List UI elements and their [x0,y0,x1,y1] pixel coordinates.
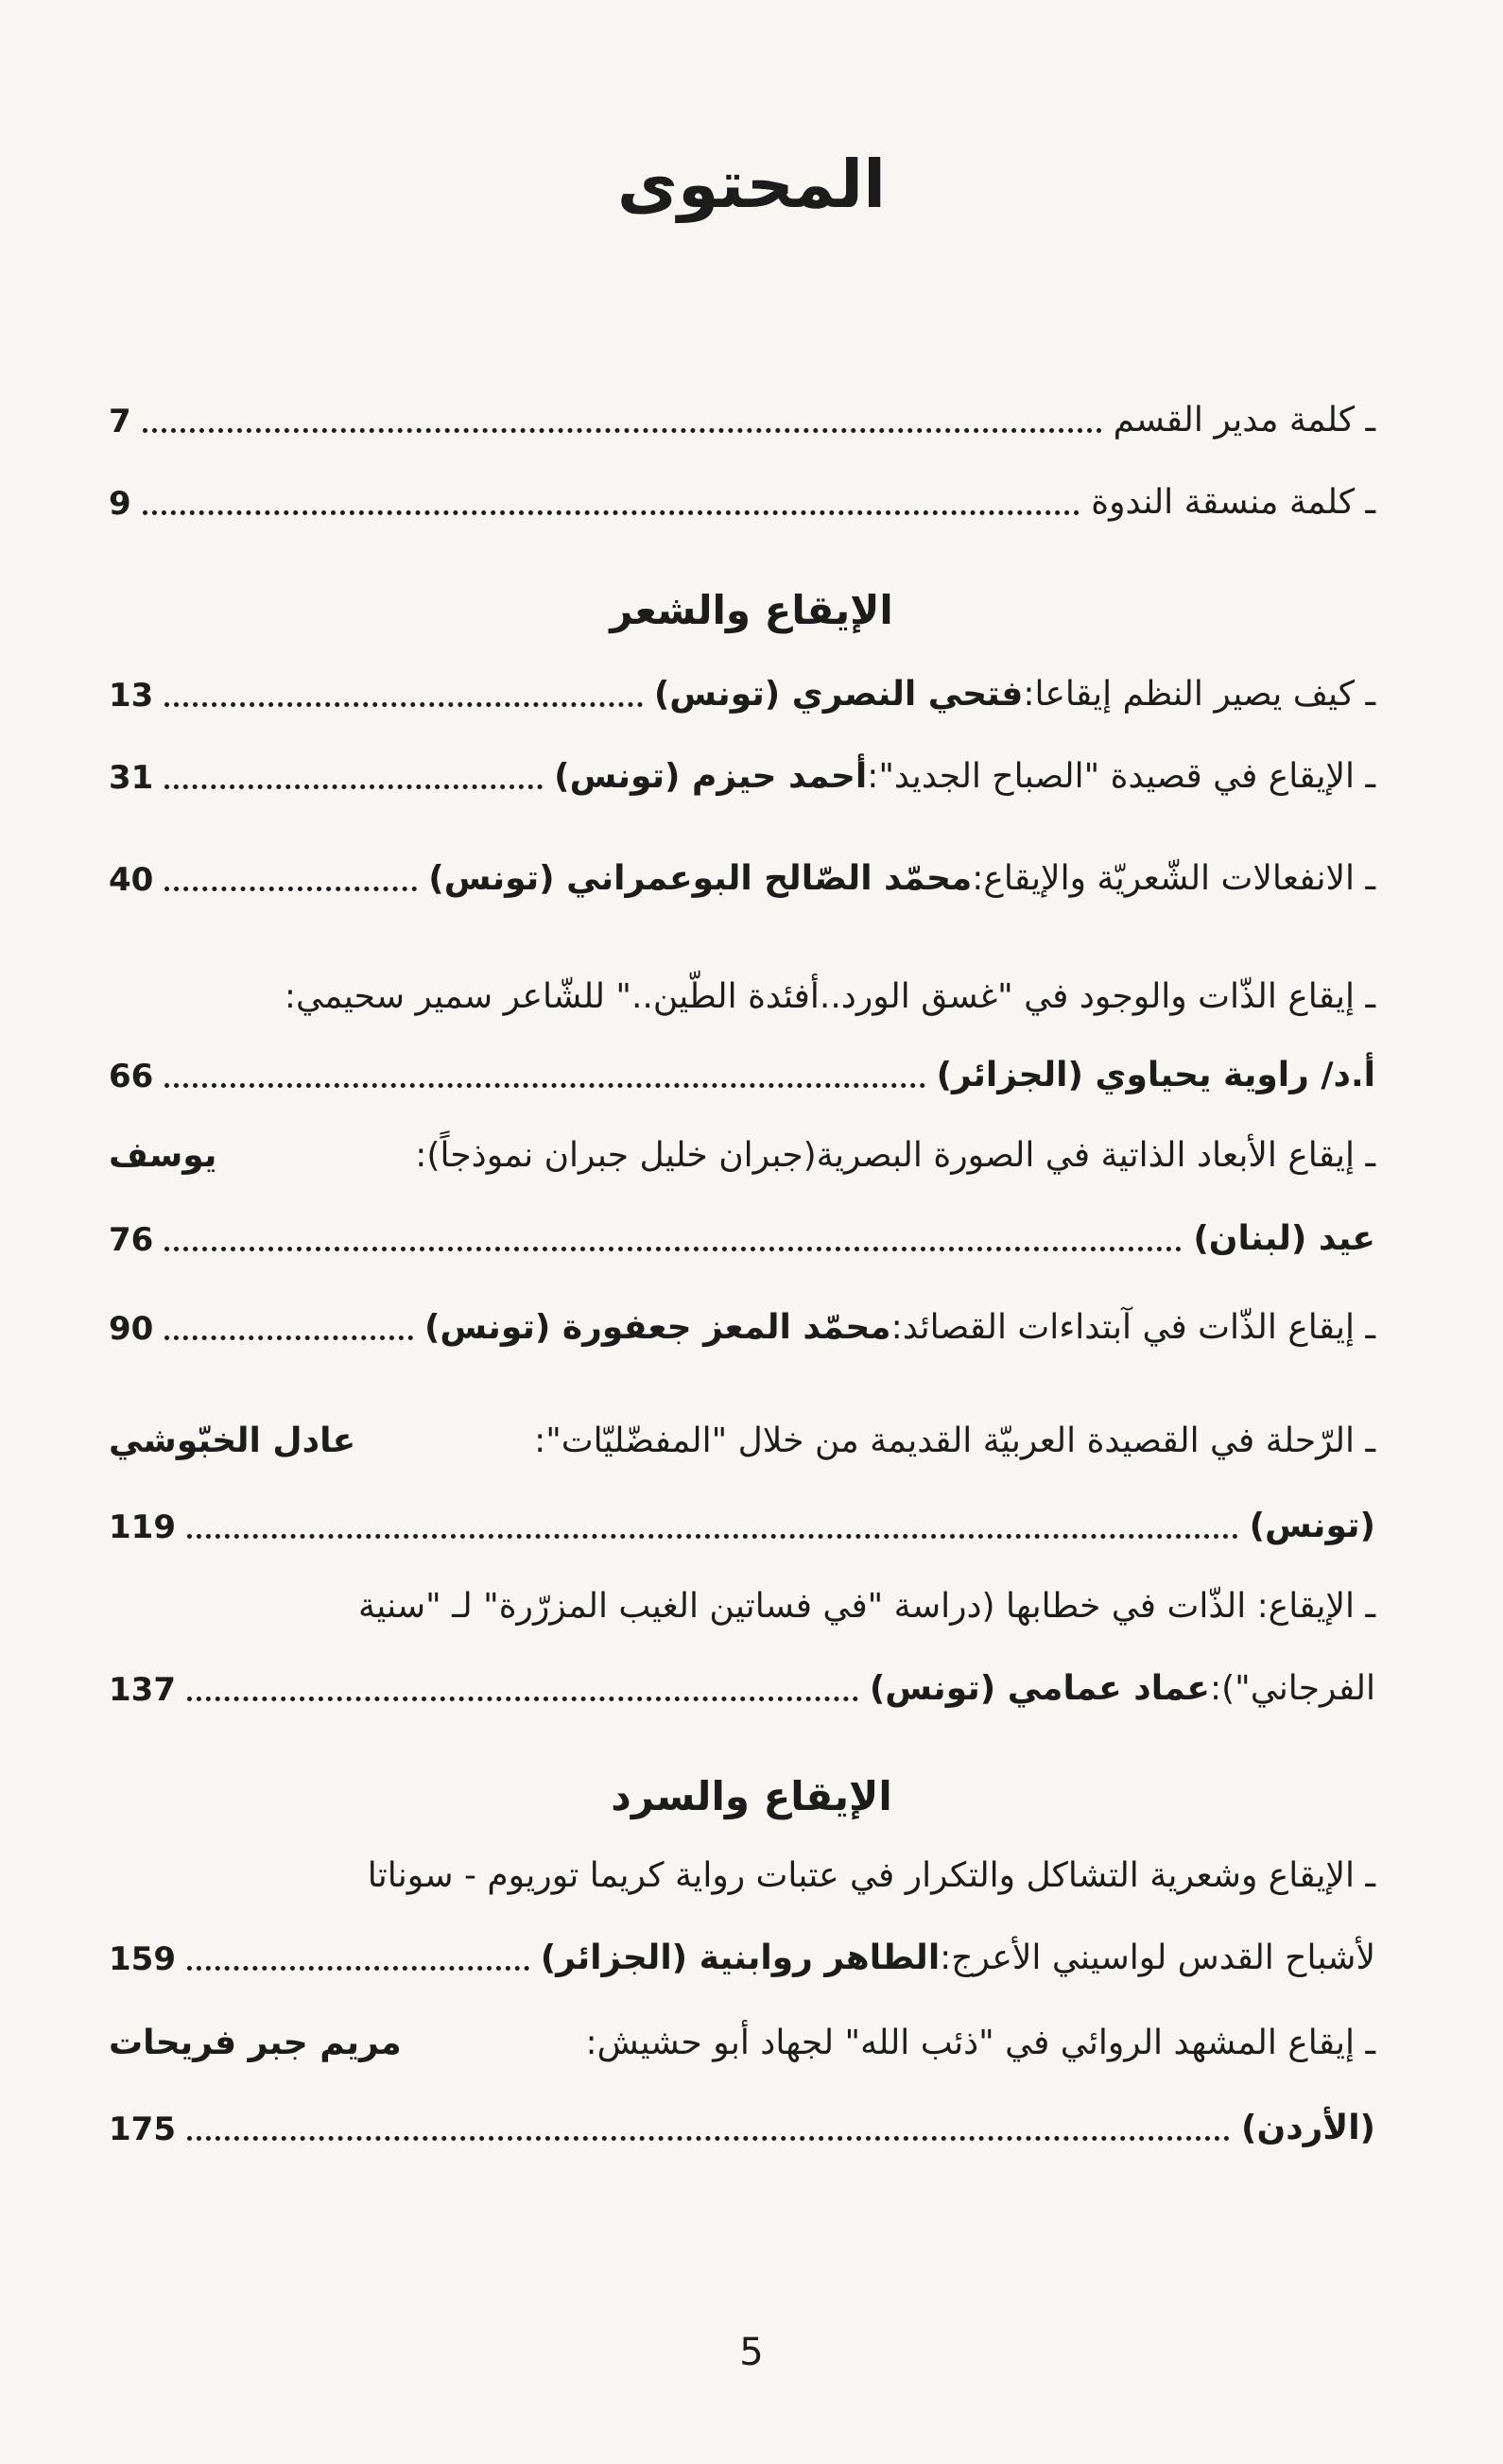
toc-entry-text: ـ إيقاع الذّات في آبتداءات القصائد: [890,1308,1375,1348]
toc-entry-line [109,1574,1375,1630]
section-heading-rhythm-narrative: الإيقاع والسرد [611,1773,892,1819]
toc-entry-coordinator-word [109,470,1375,526]
toc-page-number: 40 [109,861,154,900]
toc-entry [109,846,1375,903]
toc-page-number: 90 [109,1310,154,1349]
dot-leader [164,1083,924,1088]
toc-entry-line [109,1656,1375,1713]
toc-entry [109,1295,1375,1352]
toc-entry-line [109,1843,1375,1900]
toc-entry-line [109,2010,1375,2067]
dot-leader [187,1697,858,1701]
dot-leader [187,1534,1238,1539]
toc-page-number: 175 [109,2111,176,2149]
toc-entry [109,662,1375,718]
toc-entry-text: ـ إيقاع الذّات والوجود في "غسق الورد..أفئدة الطّين.." للشّاعر سمير سحيمي: [284,977,1375,1017]
toc-page-number: 119 [109,1508,176,1547]
toc-entry-author: محمّد المعز جعفورة (تونس) [423,1308,891,1348]
toc-entry-text: ـ كيف يصير النظم إيقاعا: [1023,675,1375,715]
dot-leader [164,1247,1182,1251]
page-number: 5 [739,2331,764,2374]
toc-entry [109,744,1375,801]
toc-entry-line [109,1042,1375,1099]
toc-entry-text: ـ الانفعالات الشّعريّة والإيقاع: [972,859,1375,899]
dot-leader [143,428,1102,433]
toc-entry-line [109,1493,1375,1550]
toc-page-number: 13 [109,677,154,715]
dot-leader [164,1335,413,1340]
dot-leader [164,702,643,707]
toc-entry-author: الطاهر روابنية (الجزائر) [540,1938,941,1978]
toc-page-number: 159 [109,1940,176,1979]
dot-leader [187,1966,529,1971]
toc-entry-line [109,1925,1375,1982]
toc-entry-text: ـ الإيقاع: الذّات في خطابها (دراسة "في فساتين الغيب المزرّرة" لـ "سنية [357,1587,1375,1627]
section-heading-rhythm-poetry: الإيقاع والشعر [610,587,893,633]
dot-leader [164,887,417,891]
toc-entry-line [109,1206,1375,1263]
toc-entry-author: محمّد الصّالح البوعمراني (تونس) [428,859,973,899]
toc-entry-text: ـ إيقاع الأبعاد الذاتية في الصورة البصرية(جبران خليل جبران نموذجاً): [415,1136,1375,1176]
toc-page-number: 76 [109,1221,154,1260]
toc-page-number: 7 [109,403,131,441]
toc-entry-author: عيد (لبنان) [1193,1219,1375,1259]
toc-page-number: 66 [109,1058,154,1096]
toc-entry-author: عماد عمامي (تونس) [869,1669,1210,1709]
toc-page-number: 31 [109,759,154,798]
dot-leader [143,510,1080,515]
toc-entry-text: ـ كلمة منسقة الندوة [1091,483,1375,523]
toc-entry-text: الفرجاني"): [1209,1669,1375,1709]
toc-entry-author: فتحي النصري (تونس) [653,675,1024,715]
toc-entry-author: (تونس) [1249,1507,1375,1546]
toc-entry-text: لأشباح القدس لواسيني الأعرج: [940,1938,1375,1978]
toc-entry-text: ـ الإيقاع وشعرية التشاكل والتكرار في عتبات رواية كريما توريوم - سوناتا [367,1856,1375,1896]
dot-leader [187,2136,1230,2141]
toc-page-number: 137 [109,1671,176,1710]
dot-leader [164,784,543,789]
toc-page-number: 9 [109,485,131,524]
toc-entry-text: ـ الإيقاع في قصيدة "الصباح الجديد": [867,757,1375,797]
toc-entry-text: ـ إيقاع المشهد الروائي في "ذئب الله" لجهاد أبو حشيش: [585,2024,1375,2063]
toc-entry-line [109,1123,1375,1180]
page-title: المحتوى [616,146,887,223]
toc-entry-author: يوسف [109,1136,217,1176]
toc-entry-author: عادل الخبّوشي [109,1422,356,1461]
toc-entry-author: أ.د/ راوية يحياوي (الجزائر) [936,1056,1375,1095]
toc-entry-line [109,2095,1375,2152]
toc-entry-author: مريم جبر فريحات [109,2024,402,2063]
toc-entry-author: (الأردن) [1241,2109,1375,2148]
toc-entry-line [109,964,1375,1021]
toc-entry-author: أحمد حيزم (تونس) [554,757,868,797]
toc-entry-director-word [109,388,1375,444]
toc-entry-text: ـ كلمة مدير القسم [1113,401,1375,440]
toc-entry-line [109,1408,1375,1465]
toc-entry-text: ـ الرّحلة في القصيدة العربيّة القديمة من خلال "المفضّليّات": [534,1422,1375,1461]
